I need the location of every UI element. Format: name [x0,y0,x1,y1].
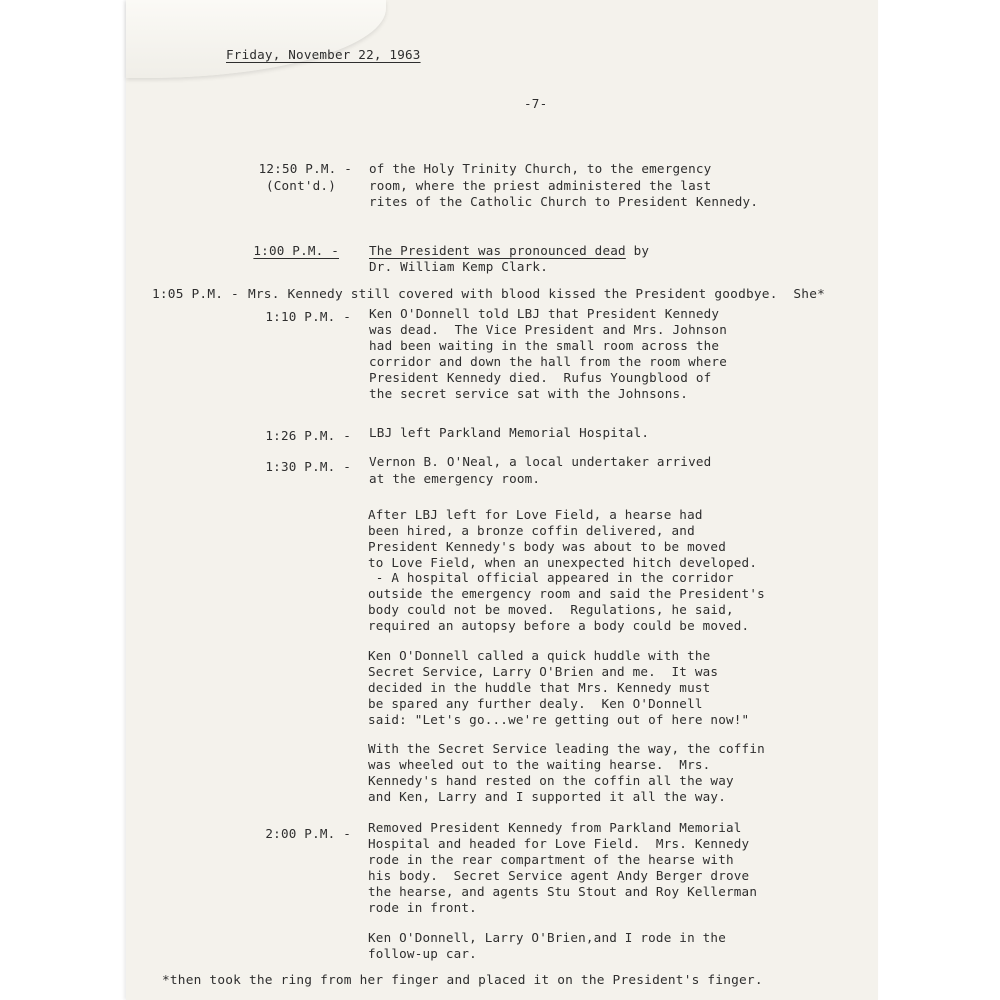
entry-text: room, where the priest administered the last [369,178,712,193]
entry-text: rode in the rear compartment of the hearse with [368,852,734,867]
entry-text: Mrs. Kennedy still covered with blood kissed the President goodbye. She* [248,287,826,302]
entry-time: 1:00 P.M. - [253,243,339,258]
document-date: Friday, November 22, 1963 [226,47,421,62]
entry-text: Dr. William Kemp Clark. [369,259,548,274]
entry-text: to Love Field, when an unexpected hitch developed. [368,555,758,570]
entry-time: 1:26 P.M. - [265,428,351,443]
entry-text: Removed President Kennedy from Parkland Memorial [368,820,742,835]
entry-text: required an autopsy before a body could be moved. [368,618,750,633]
entry-text: Kennedy's hand rested on the coffin all the way [368,773,734,788]
entry-text: LBJ left Parkland Memorial Hospital. [369,425,650,440]
entry-time: 2:00 P.M. - [265,826,351,841]
entry-text: follow-up car. [368,946,477,961]
entry-time: 1:30 P.M. - [265,459,351,474]
entry-text: body could not be moved. Regulations, he said, [368,602,734,617]
entry-text: the hearse, and agents Stu Stout and Roy Kellerman [368,884,758,899]
entry-text: Hospital and headed for Love Field. Mrs. Kennedy [368,836,750,851]
entry-text: of the Holy Trinity Church, to the emergency [369,161,712,176]
underlined-text: The President was pronounced dead [369,243,626,258]
entry-text: be spared any further dealy. Ken O'Donnell [368,696,703,711]
entry-text: had been waiting in the small room across the [369,338,720,353]
entry-text: at the emergency room. [369,471,541,486]
entry-text: and Ken, Larry and I supported it all the way. [368,789,726,804]
entry-text: been hired, a bronze coffin delivered, and [368,523,695,538]
entry-text: was wheeled out to the waiting hearse. Mrs. [368,757,711,772]
entry-text: the secret service sat with the Johnsons. [369,386,689,401]
entry-text: was dead. The Vice President and Mrs. Johnson [369,322,727,337]
entry-text: - A hospital official appeared in the corridor [368,570,734,585]
entry-text: Secret Service, Larry O'Brien and me. It was [368,664,719,679]
entry-text: Vernon B. O'Neal, a local undertaker arrived [369,454,712,469]
entry-text: Ken O'Donnell told LBJ that President Kennedy [369,306,720,321]
entry-text: corridor and down the hall from the room where [369,354,727,369]
page-number: -7- [524,96,548,111]
entry-text: President Kennedy's body was about to be moved [368,539,726,554]
entry-text: his body. Secret Service agent Andy Berger drove [368,868,750,883]
entry-time: 1:05 P.M. - [152,287,239,302]
entry-text: With the Secret Service leading the way, the coffin [368,741,765,756]
entry-time: 1:10 P.M. - [265,309,351,324]
entry-text: rode in front. [368,900,477,915]
entry-text: outside the emergency room and said the President's [368,586,765,601]
entry-text: Ken O'Donnell called a quick huddle with the [368,648,711,663]
entry-text: After LBJ left for Love Field, a hearse had [368,507,703,522]
entry-text: Ken O'Donnell, Larry O'Brien,and I rode in the [368,930,726,945]
entry-text: said: "Let's go...we're getting out of here now!" [368,712,750,727]
entry-text: President Kennedy died. Rufus Youngblood of [369,370,712,385]
entry-text: decided in the huddle that Mrs. Kennedy must [368,680,711,695]
entry-text [369,243,809,259]
entry-text: rites of the Catholic Church to President Kennedy. [369,194,759,209]
footnote: *then took the ring from her finger and placed it on the President's finger. [162,973,763,988]
entry-time: 12:50 P.M. - [258,161,352,176]
entry-text-rest: by [625,243,650,258]
entry-continued: (Cont'd.) [265,178,336,193]
